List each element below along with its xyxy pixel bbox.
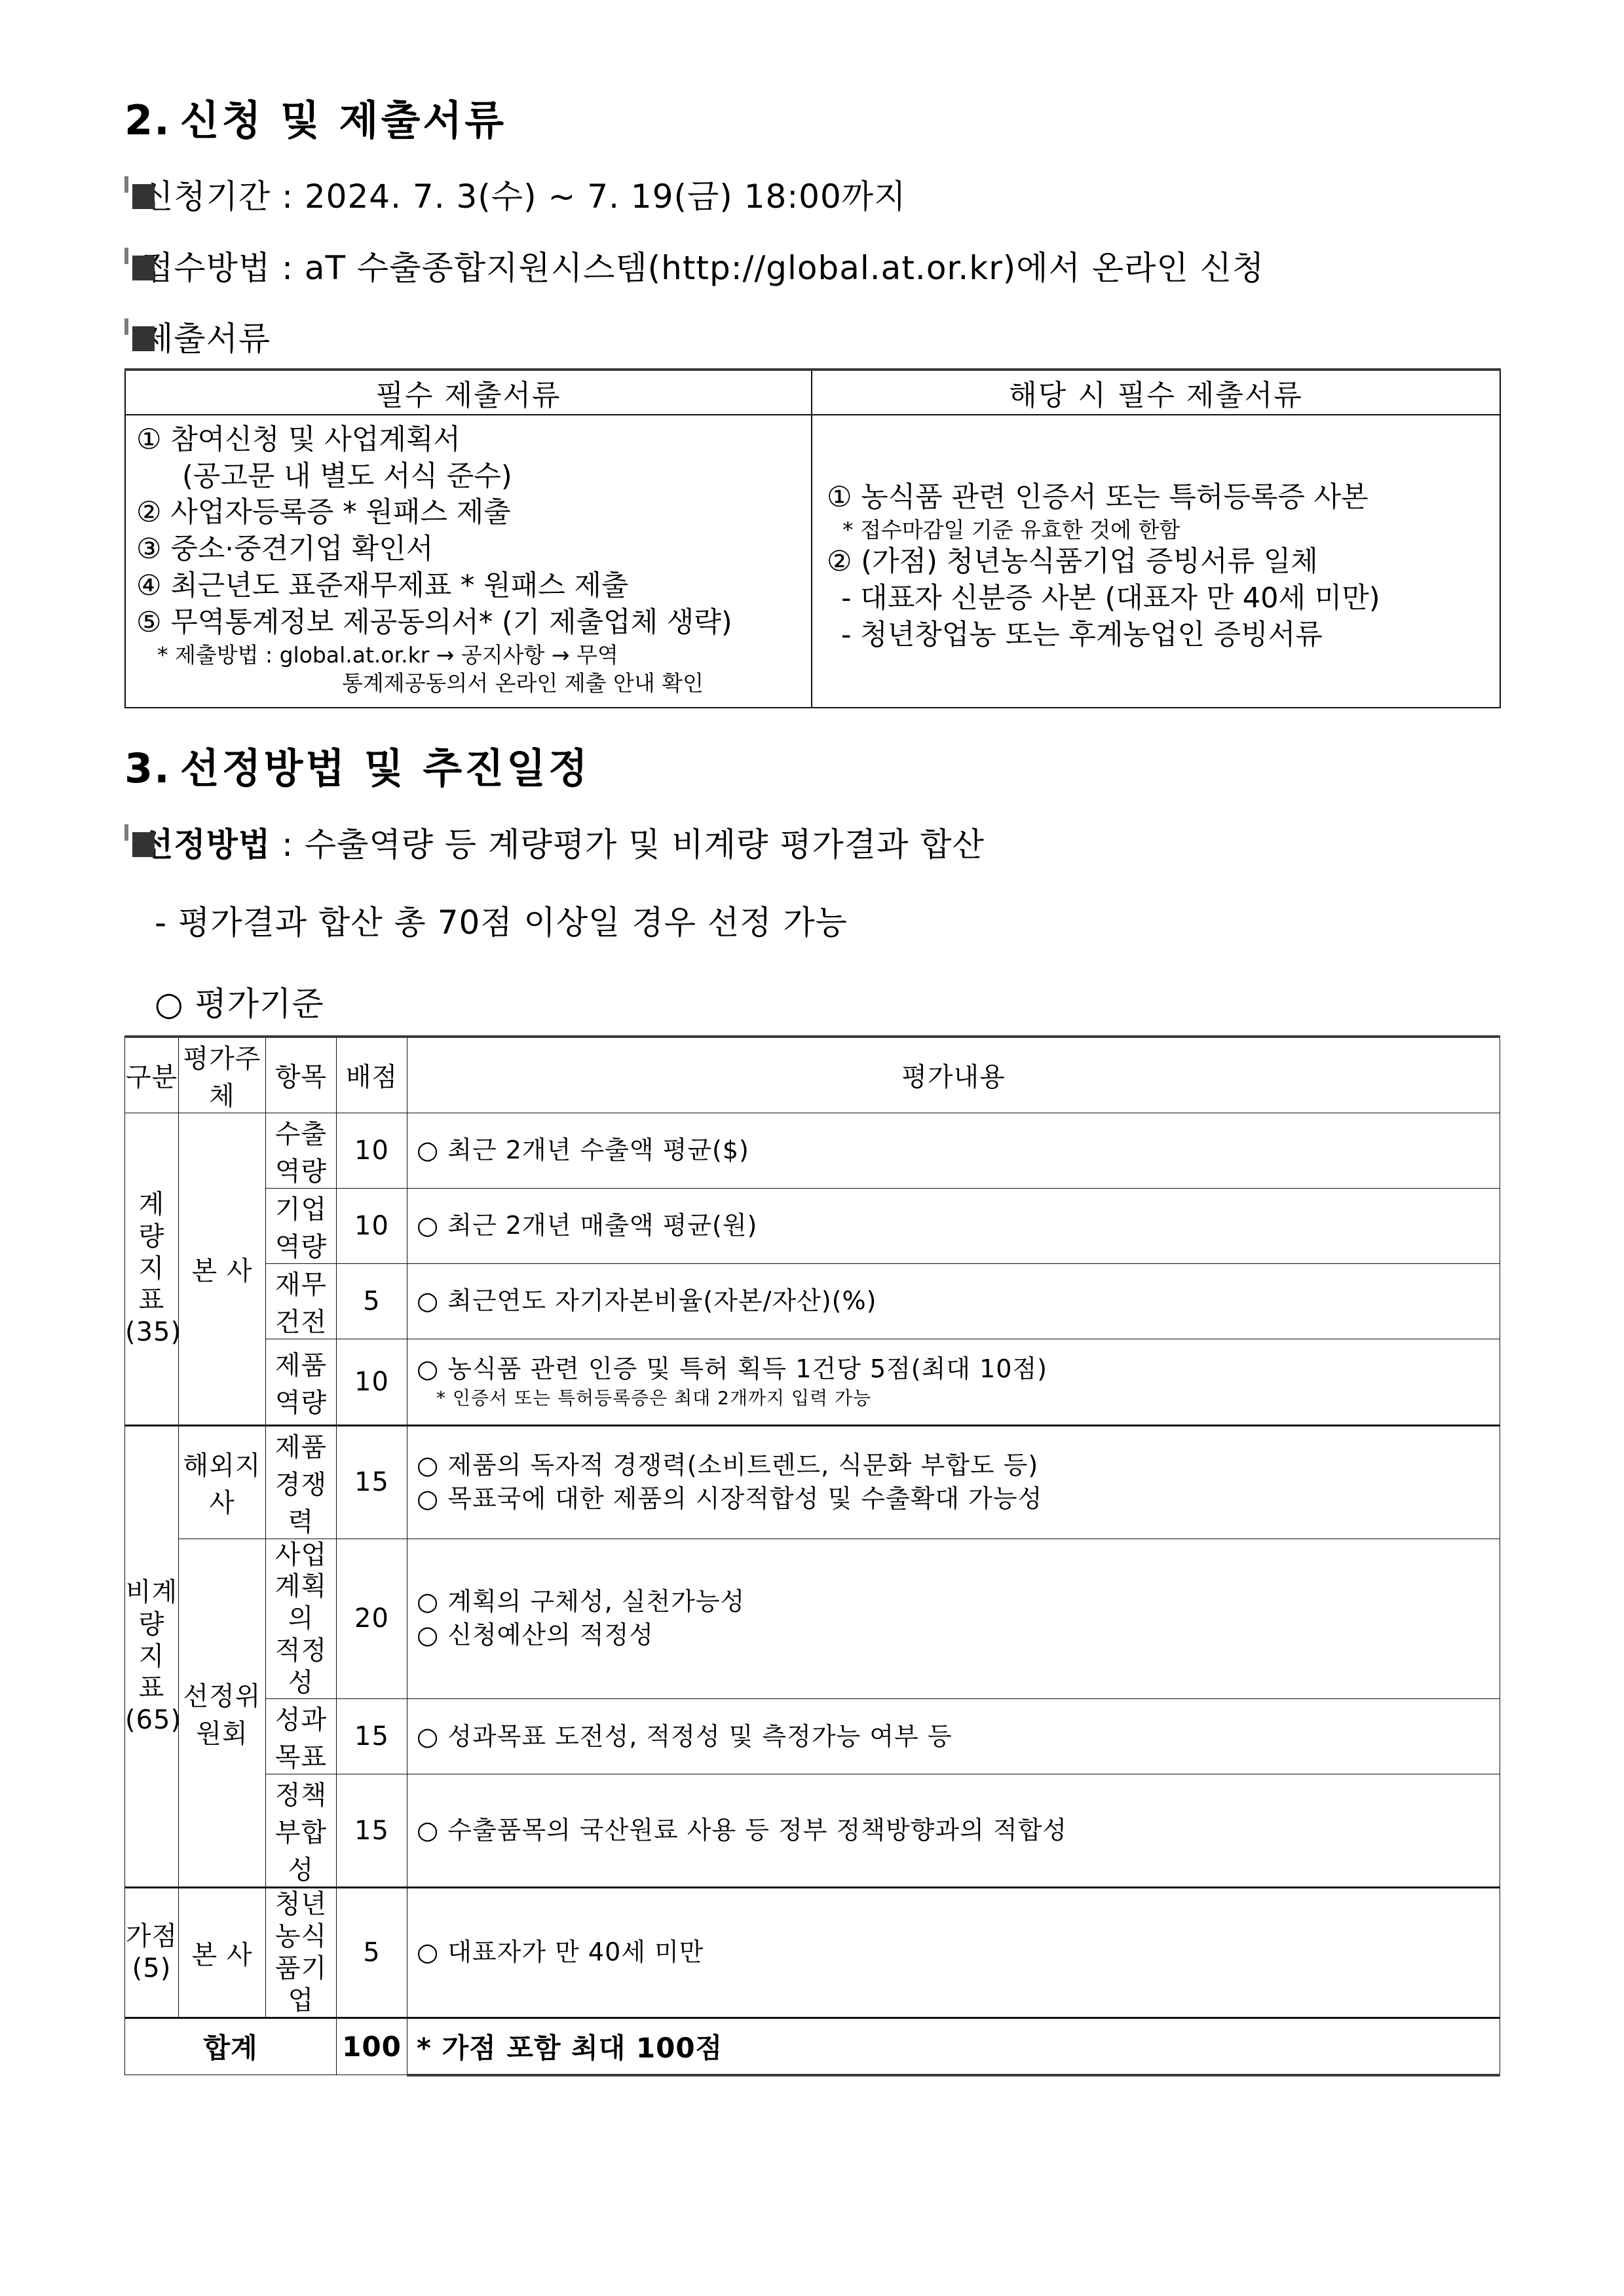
- cell-content-company-capability: ○ 최근 2개년 매출액 평균(원): [407, 1188, 1500, 1263]
- bullet-selection-method-text: 선정방법 : 수출역량 등 계량평가 및 비계량 평가결과 합산: [142, 826, 985, 864]
- value: aT 수출종합지원시스템(http://global.at.or.kr)에서 온라인 신청: [304, 248, 1265, 287]
- bullet-selection-method: [124, 828, 1500, 862]
- checkbox-icon: [124, 180, 142, 190]
- cell-evaluator-overseas-branch: 해외지사: [179, 1425, 266, 1539]
- table-row: [125, 1425, 1500, 1539]
- conditional-doc-2-sub-2: - 청년창업농 또는 후계농업인 증빙서류: [841, 619, 1323, 652]
- col-header-conditional: 해당 시 필수 제출서류: [812, 370, 1500, 415]
- table-row: [125, 1188, 1500, 1263]
- cell-item-young-agri-company: [266, 1888, 337, 2018]
- evaluation-criteria-label: ○ 평가기준: [155, 984, 324, 1023]
- checkbox-icon: [124, 251, 142, 261]
- cell-content-export-capability: ○ 최근 2개년 수출액 평균($): [407, 1113, 1500, 1188]
- cell-content-product-capability: ○ 농식품 관련 인증 및 특허 획득 1건당 5점(최대 10점) * 인증서 또는 특허등록증은 최대 2개까지 입력 가능: [407, 1339, 1500, 1425]
- cell-item-performance-goal: 성과목표: [266, 1699, 337, 1774]
- cell-score-policy-alignment: 15: [337, 1774, 407, 1888]
- bullet-application-period-text: 신청기간 : 2024. 7. 3(수) ~ 7. 19(금) 18:00까지: [142, 178, 907, 216]
- section-3-number: 3.: [124, 744, 171, 792]
- cell-content-financial-soundness: ○ 최근연도 자기자본비율(자본/자산)(%): [407, 1263, 1500, 1339]
- cell-evaluator-selection-committee: 선정위원회: [179, 1539, 266, 1888]
- table-row: [125, 1888, 1500, 2018]
- conditional-doc-1-note: * 접수마감일 기준 유효한 것에 한함: [842, 516, 1180, 543]
- conditional-doc-2-sub-1: - 대표자 신분증 사본 (대표자 만 40세 미만): [841, 582, 1380, 615]
- cell-score-financial-soundness: 5: [337, 1263, 407, 1339]
- cell-division-bonus: [125, 1888, 179, 2018]
- table-row-total: [125, 2018, 1500, 2075]
- checkbox-icon: [124, 322, 142, 332]
- cell-score-product-capability: 10: [337, 1339, 407, 1425]
- division-line-3: (35): [125, 1317, 182, 1348]
- checkbox-icon: [124, 828, 142, 838]
- submission-documents-table: [124, 368, 1501, 708]
- cell-conditional-docs: [812, 415, 1500, 708]
- required-docs-note-line-1: * 제출방법 : global.at.or.kr → 공지사항 → 무역: [157, 642, 618, 668]
- col-header-division: 구분: [125, 1037, 179, 1113]
- cell-item-export-capability: 수출역량: [266, 1113, 337, 1188]
- cell-score-export-capability: 10: [337, 1113, 407, 1188]
- cell-division-quantitative: [125, 1113, 182, 1425]
- required-docs-note-line-2: 통계제공동의서 온라인 제출 안내 확인: [342, 670, 704, 696]
- cell-item-product-competitiveness: 제품경쟁력: [266, 1425, 337, 1539]
- cell-score-product-competitiveness: 15: [337, 1425, 407, 1539]
- label: 신청기간: [142, 178, 271, 216]
- col-header-content: 평가내용: [407, 1037, 1500, 1113]
- required-doc-3: ③ 중소·중견기업 확인서: [136, 533, 434, 566]
- value: 2024. 7. 3(수) ~ 7. 19(금) 18:00까지: [304, 178, 907, 216]
- division-line-3: (65): [125, 1705, 182, 1736]
- table-row: [125, 1113, 1500, 1188]
- cell-content-business-plan-adequacy: ○ 계획의 구체성, 실천가능성 ○ 신청예산의 적정성: [407, 1539, 1500, 1699]
- conditional-doc-2: ② (가점) 청년농식품기업 증빙서류 일체: [827, 545, 1318, 579]
- cell-content-performance-goal: ○ 성과목표 도전성, 적정성 및 측정가능 여부 등: [407, 1699, 1500, 1774]
- item-line-1: 사업계획의: [274, 1539, 328, 1634]
- bullet-application-period: [124, 180, 1500, 214]
- cell-total-score: 100: [337, 2018, 407, 2075]
- required-doc-5: ⑤ 무역통계정보 제공동의서* (기 제출업체 생략): [136, 606, 732, 640]
- col-header-score: 배점: [337, 1037, 407, 1113]
- division-line-2: 지 표: [138, 1253, 165, 1316]
- cell-item-policy-alignment: 정책부합성: [266, 1774, 337, 1888]
- col-header-required: 필수 제출서류: [125, 370, 812, 415]
- cell-item-product-capability: 제품역량: [266, 1339, 337, 1425]
- selection-threshold-line: - 평가결과 합산 총 70점 이상일 경우 선정 가능: [155, 903, 848, 942]
- col-header-item: 항목: [266, 1037, 337, 1113]
- section-2-number: 2.: [124, 96, 171, 144]
- bullet-application-method-text: 접수방법 : aT 수출종합지원시스템(http://global.at.or.kr)에서 온라인 신청: [142, 248, 1265, 287]
- cell-score-young-agri-company: 5: [337, 1888, 407, 2018]
- division-line-1: 계 량: [138, 1189, 165, 1252]
- division-line-2: 지 표: [138, 1641, 165, 1704]
- table-row: [125, 1699, 1500, 1774]
- table-body-row: [125, 415, 1500, 708]
- section-2-title: 신청 및 제출서류: [179, 96, 507, 144]
- cell-score-company-capability: 10: [337, 1188, 407, 1263]
- division-line-2: (5): [132, 1953, 172, 1984]
- table-row: [125, 1774, 1500, 1888]
- cell-evaluator-head-office: 본 사: [179, 1113, 266, 1425]
- cell-division-qualitative: [125, 1425, 182, 1888]
- table-row: [125, 1263, 1500, 1339]
- required-doc-1: ① 참여신청 및 사업계획서: [136, 423, 461, 456]
- cell-total-label: 합계: [125, 2018, 337, 2075]
- cell-required-docs: [125, 415, 812, 708]
- cell-content-young-agri-company: ○ 대표자가 만 40세 미만: [407, 1888, 1500, 2018]
- required-doc-2: ② 사업자등록증 * 원패스 제출: [136, 496, 511, 529]
- cell-item-company-capability: 기업역량: [266, 1188, 337, 1263]
- label: 접수방법: [142, 248, 271, 287]
- bullet-submission-docs: [124, 322, 1500, 356]
- table-row: [125, 1339, 1500, 1425]
- cell-total-note: * 가점 포함 최대 100점: [407, 2018, 1500, 2075]
- section-3-title: 선정방법 및 추진일정: [179, 744, 590, 792]
- value: 수출역량 등 계량평가 및 비계량 평가결과 합산: [304, 826, 985, 864]
- eval-header-row: [125, 1037, 1500, 1113]
- cell-evaluator-head-office-bonus: 본 사: [179, 1888, 266, 2018]
- item-line-2: 농식품기업: [274, 1921, 328, 2016]
- bullet-submission-docs-text: 제출서류: [142, 320, 271, 358]
- conditional-doc-1: ① 농식품 관련 인증서 또는 특허등록증 사본: [827, 480, 1369, 514]
- section-2-heading: [124, 98, 1500, 143]
- required-doc-1-sub: (공고문 내 별도 서식 준수): [182, 459, 512, 493]
- cell-content-product-competitiveness: ○ 제품의 독자적 경쟁력(소비트렌드, 식문화 부합도 등) ○ 목표국에 대한 제품의 시장적합성 및 수출확대 가능성: [407, 1425, 1500, 1539]
- bullet-application-method: [124, 248, 1500, 287]
- label: 선정방법: [142, 826, 271, 864]
- cell-score-business-plan-adequacy: 20: [337, 1539, 407, 1699]
- division-line-1: 비계량: [125, 1577, 178, 1639]
- cell-score-performance-goal: 15: [337, 1699, 407, 1774]
- table-header-row: [125, 370, 1500, 415]
- division-line-1: 가점: [125, 1921, 178, 1952]
- section-3-heading: [124, 746, 1500, 791]
- evaluation-criteria-table: [124, 1035, 1500, 2076]
- item-line-2: 적정성: [274, 1635, 328, 1698]
- cell-item-business-plan-adequacy: [266, 1539, 337, 1699]
- cell-item-financial-soundness: 재무건전: [266, 1263, 337, 1339]
- table-row: [125, 1539, 1500, 1699]
- item-line-1: 청년: [274, 1889, 328, 1920]
- required-doc-4: ④ 최근년도 표준재무제표 * 원패스 제출: [136, 569, 629, 603]
- col-header-evaluator: 평가주체: [179, 1037, 266, 1113]
- cell-content-policy-alignment: ○ 수출품목의 국산원료 사용 등 정부 정책방향과의 적합성: [407, 1774, 1500, 1888]
